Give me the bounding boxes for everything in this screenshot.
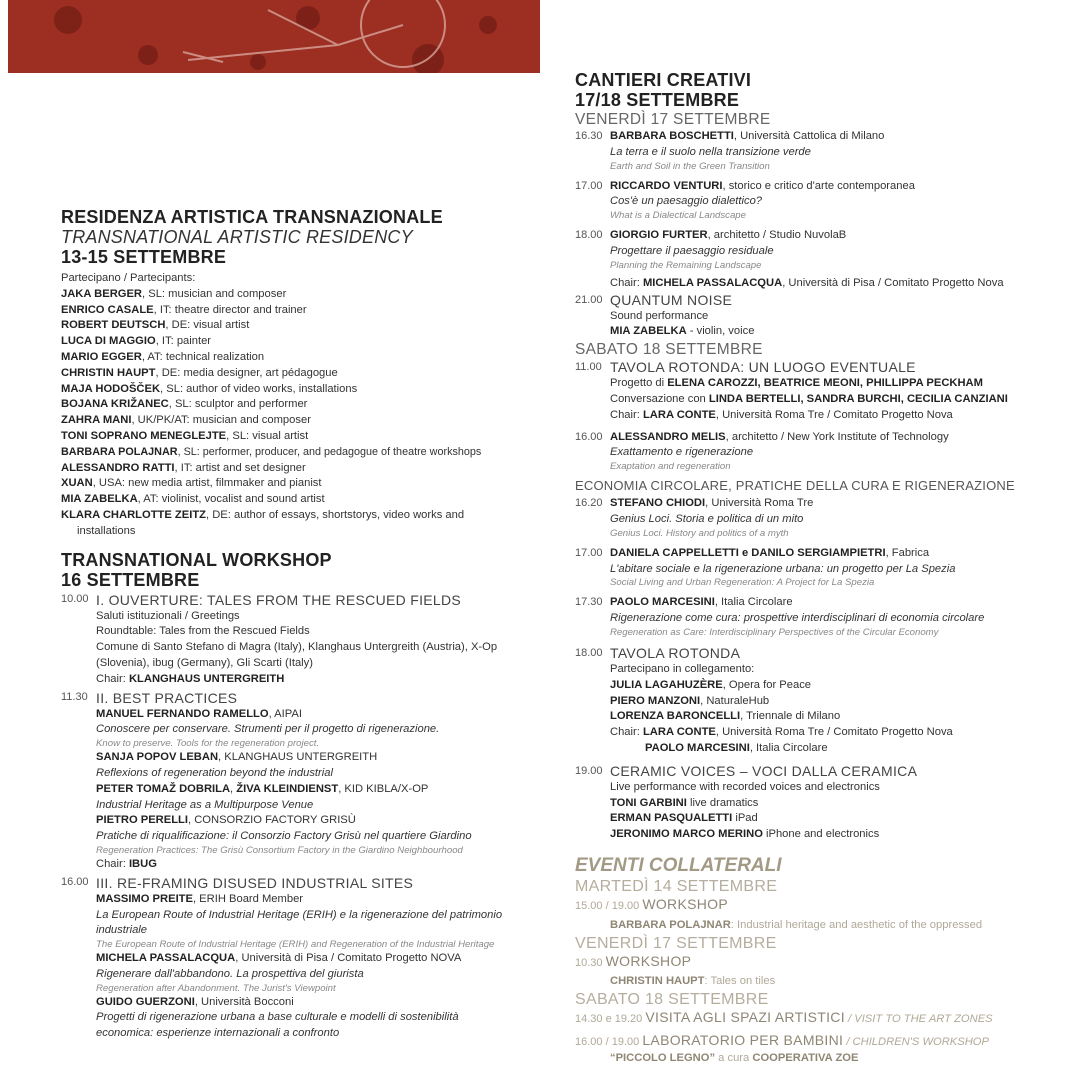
day-heading: MARTEDÌ 14 SETTEMBRE [575, 877, 778, 895]
session-time: 11.30 [61, 690, 88, 703]
speaker: PAOLO MARCESINI, Italia Circolare [610, 596, 793, 609]
speaker: STEFANO CHIODI, Università Roma Tre [610, 497, 814, 510]
session-line: Roundtable: Tales from the Rescued Fields [96, 625, 310, 638]
item-time: 11.00 [575, 361, 602, 374]
speaker: JULIA LAGAHUZÈRE, Opera for Peace [610, 678, 812, 691]
list-item: TONI SOPRANO MENEGLEJTE, SL: visual artist [61, 429, 309, 442]
talk-title-en: Regeneration after Abandonment. The Jurist's Viewpoint [96, 982, 336, 994]
workshop-title: TRANSNATIONAL WORKSHOP [61, 549, 332, 570]
session-title: II. BEST PRACTICES [96, 689, 238, 706]
list-item: MIA ZABELKA, AT: violinist, vocalist and sound artist [61, 493, 325, 506]
event-speaker: “PICCOLO LEGNO” a cura COOPERATIVA ZOE [610, 1051, 859, 1064]
speaker: JERONIMO MARCO MERINO iPhone and electronics [610, 828, 880, 841]
item-time: 19.00 [575, 764, 603, 777]
list-item: LUCA DI MAGGIO, IT: painter [61, 335, 212, 348]
item-sub: Live performance with recorded voices and electronics [610, 780, 880, 793]
event-item: 15.00 / 19.00 WORKSHOP [575, 895, 728, 912]
talk-title: Exattamento e rigenerazione [610, 446, 754, 459]
talk-title-en: Earth and Soil in the Green Transition [610, 160, 770, 172]
item-title: CERAMIC VOICES – VOCI DALLA CERAMICA [610, 762, 918, 779]
item-time: 16.30 [575, 130, 603, 142]
residency-dates: 13-15 SETTEMBRE [61, 247, 227, 267]
program-item [575, 763, 1035, 843]
talk-title-en: The European Route of Industrial Heritage (ERIH) and Regeneration of the Industrial Heritage [96, 939, 495, 951]
list-item: ZAHRA MANI, UK/PK/AT: musician and composer [61, 414, 311, 427]
day-heading: SABATO 18 SETTEMBRE [575, 991, 769, 1009]
talk-title-en: What is a Dialectical Landscape [610, 210, 746, 222]
program-item [575, 359, 1035, 423]
list-item: ENRICO CASALE, IT: theatre director and trainer [61, 303, 307, 316]
event-item: 10.30 WORKSHOP [575, 952, 692, 969]
item-time: 21.00 [575, 293, 603, 306]
session-title: III. RE-FRAMING DISUSED INDUSTRIAL SITES [96, 874, 414, 891]
list-item: ROBERT DEUTSCH, DE: visual artist [61, 319, 250, 332]
item-title: TAVOLA ROTONDA: UN LUOGO EVENTUALE [610, 359, 916, 376]
session-chair: Chair: LARA CONTE, Università Roma Tre / Comitato Progetto Nova [610, 726, 953, 739]
item-title: TAVOLA ROTONDA [610, 644, 741, 661]
item-sub: Partecipano in collegamento: [610, 662, 755, 675]
speaker: DANIELA CAPPELLETTI e DANILO SERGIAMPIETRI, Fabrica [610, 546, 930, 559]
session-3 [61, 875, 506, 1042]
session-line: Saluti istituzionali / Greetings [96, 609, 240, 622]
talk-title: La terra e il suolo nella transizione verde [610, 145, 811, 158]
speaker: GIORGIO FURTER, architetto / Studio NuvolaB [610, 229, 847, 242]
session-line: Comune di Santo Stefano di Magra (Italy), Klanghaus Untergreith (Austria), X-Op (Slovenia), ibug (Germany), Gli Scarti (Italy) [96, 641, 498, 669]
talk-title: Progetti di rigenerazione urbana a base culturale e modelli di sostenibilità economica: esperienze internazionali a confronto [96, 1011, 459, 1040]
list-item: JAKA BERGER, SL: musician and composer [61, 287, 287, 300]
session-chair: Chair: LARA CONTE, Università Roma Tre / Comitato Progetto Nova [610, 408, 953, 421]
talk-title: La European Route of Industrial Heritage (ERIH) e la rigenerazione del patrimonio industriale [96, 908, 503, 937]
speaker: LORENZA BARONCELLI, Triennale di Milano [610, 710, 841, 723]
header-photo [8, 0, 540, 73]
speaker: BARBARA BOSCHETTI, Università Cattolica di Milano [610, 130, 885, 142]
list-item: ALESSANDRO RATTI, IT: artist and set designer [61, 461, 306, 474]
talk-title-en: Planning the Remaining Landscape [610, 259, 762, 271]
program-item [575, 430, 1035, 474]
events-title: EVENTI COLLATERALI [575, 854, 782, 876]
speaker: MIA ZABELKA - violin, voice [610, 325, 755, 338]
item-line: Conversazione con LINDA BERTELLI, SANDRA BURCHI, CECILIA CANZIANI [610, 392, 1008, 405]
talk-title: Conoscere per conservare. Strumenti per il progetto di rigenerazione. [96, 723, 440, 736]
session-title: I. OUVERTURE: TALES FROM THE RESCUED FIELDS [96, 591, 462, 608]
list-item: BOJANA KRIŽANEC, SL: sculptor and performer [61, 398, 308, 411]
item-time: 17.00 [575, 546, 603, 559]
day-heading: VENERDÌ 17 SETTEMBRE [575, 111, 771, 128]
list-item: MARIO EGGER, AT: technical realization [61, 350, 265, 363]
session-1 [61, 592, 506, 688]
event-speaker: CHRISTIN HAUPT: Tales on tiles [610, 975, 776, 988]
talk-title: Industrial Heritage as a Multipurpose Venue [96, 798, 314, 811]
event-speaker: BARBARA POLAJNAR: Industrial heritage and aesthetic of the oppressed [610, 918, 983, 931]
residency-subtitle: TRANSNATIONAL ARTISTIC RESIDENCY [61, 227, 413, 247]
speaker: RICCARDO VENTURI, storico e critico d'arte contemporanea [610, 179, 915, 192]
list-item: BARBARA POLAJNAR, SL: performer, producer, and pedagogue of theatre workshops [61, 445, 482, 458]
left-column [61, 207, 506, 1042]
talk-title-en: Genius Loci. History and politics of a myth [610, 527, 789, 539]
talk-title: Rigenerare dall'abbandono. La prospettiva del giurista [96, 967, 364, 980]
item-sub: Sound performance [610, 309, 709, 322]
program-item [575, 292, 1035, 341]
session-chair: Chair: MICHELA PASSALACQUA, Università di Pisa / Comitato Progetto Nova [610, 276, 1004, 289]
talk-title: L'abitare sociale e la rigenerazione urbana: un progetto per La Spezia [610, 562, 956, 575]
speaker: PETER TOMAŽ DOBRILA, ŽIVA KLEINDIENST, KID KIBLA/X-OP [96, 782, 429, 795]
program-item [575, 496, 1035, 540]
program-item [575, 546, 1035, 590]
day-heading: SABATO 18 SETTEMBRE [575, 341, 763, 359]
speaker: SANJA POPOV LEBAN, KLANGHAUS UNTERGREITH [96, 751, 378, 764]
event-item: 16.00 / 19.00 LABORATORIO PER BAMBINI / CHILDREN'S WORKSHOP [575, 1031, 989, 1048]
talk-title: Rigenerazione come cura: prospettive interdisciplinari di economia circolare [610, 612, 985, 625]
speaker: GUIDO GUERZONI, Università Bocconi [96, 995, 294, 1008]
bicycle-illustration [8, 0, 540, 73]
talk-title-en: Regeneration as Care: Interdisciplinary Perspectives of the Circular Economy [610, 626, 939, 638]
session-time: 16.00 [61, 875, 89, 888]
session-time: 10.00 [61, 592, 89, 605]
item-time: 18.00 [575, 229, 603, 242]
list-item: KLARA CHARLOTTE ZEITZ, DE: author of essays, shortstorys, video works and installations [61, 508, 465, 537]
program-item [575, 228, 1035, 272]
right-column [575, 70, 1035, 1066]
speaker: MICHELA PASSALACQUA, Università di Pisa / Comitato Progetto NOVA [96, 952, 462, 965]
cantieri-dates: 17/18 SETTEMBRE [575, 90, 740, 110]
item-time: 18.00 [575, 646, 603, 659]
participant-list [61, 287, 506, 540]
item-time: 16.00 [575, 430, 603, 443]
section-heading: ECONOMIA CIRCOLARE, PRATICHE DELLA CURA E RIGENERAZIONE [575, 478, 1015, 494]
talk-title-en: Social Living and Urban Regeneration: A Project for La Spezia [610, 577, 875, 589]
item-time: 17.30 [575, 596, 603, 609]
talk-title: Pratiche di riqualificazione: il Consorzio Factory Grisù nel quartiere Giardino [96, 830, 472, 843]
speaker: ERMAN PASQUALETTI iPad [610, 812, 758, 825]
item-time: 16.20 [575, 497, 603, 510]
talk-title: Progettare il paesaggio residuale [610, 244, 774, 257]
session-2 [61, 690, 506, 873]
program-item [575, 595, 1035, 639]
item-title: QUANTUM NOISE [610, 291, 733, 308]
speaker: MANUEL FERNANDO RAMELLO, AIPAI [96, 707, 302, 720]
cantieri-title: CANTIERI CREATIVI [575, 70, 752, 90]
program-item [575, 129, 1035, 173]
talk-title: Genius Loci. Storia e politica di un mito [610, 512, 804, 525]
residency-title: RESIDENZA ARTISTICA TRANSNAZIONALE [61, 207, 443, 227]
talk-title: Cos'è un paesaggio dialettico? [610, 195, 763, 208]
talk-title-en: Regeneration Practices: The Grisù Consortium Factory in the Giardino Neighbourhood [96, 844, 463, 856]
speaker: MASSIMO PREITE, ERIH Board Member [96, 892, 304, 905]
talk-title-en: Know to preserve. Tools for the regeneration project. [96, 738, 320, 750]
program-item [575, 645, 1035, 757]
event-item: 14.30 e 19.20 VISITA AGLI SPAZI ARTISTICI / VISIT TO THE ART ZONES [575, 1009, 993, 1026]
list-item: CHRISTIN HAUPT, DE: media designer, art pédagogue [61, 366, 338, 379]
speaker: ALESSANDRO MELIS, architetto / New York Institute of Technology [610, 430, 949, 443]
program-item [575, 179, 1035, 223]
session-chair: PAOLO MARCESINI, Italia Circolare [645, 741, 828, 754]
speaker: PIETRO PERELLI, CONSORZIO FACTORY GRISÙ [96, 814, 356, 827]
session-chair: Chair: IBUG [96, 857, 157, 870]
workshop-dates: 16 SETTEMBRE [61, 569, 200, 590]
speaker: PIERO MANZONI, NaturaleHub [610, 694, 770, 707]
talk-title: Reflexions of regeneration beyond the industrial [96, 766, 333, 779]
item-line: Progetto di ELENA CAROZZI, BEATRICE MEONI, PHILLIPPA PECKHAM [610, 377, 983, 390]
item-time: 17.00 [575, 179, 603, 192]
list-item: XUAN, USA: new media artist, filmmaker and pianist [61, 477, 322, 490]
list-item: MAJA HODOŠČEK, SL: author of video works, installations [61, 382, 358, 395]
day-heading: VENERDÌ 17 SETTEMBRE [575, 934, 777, 952]
speaker: TONI GARBINI live dramatics [610, 796, 759, 809]
talk-title-en: Exaptation and regeneration [610, 461, 731, 473]
residency-intro: Partecipano / Partecipants: [61, 272, 196, 284]
session-chair: Chair: KLANGHAUS UNTERGREITH [96, 672, 285, 685]
